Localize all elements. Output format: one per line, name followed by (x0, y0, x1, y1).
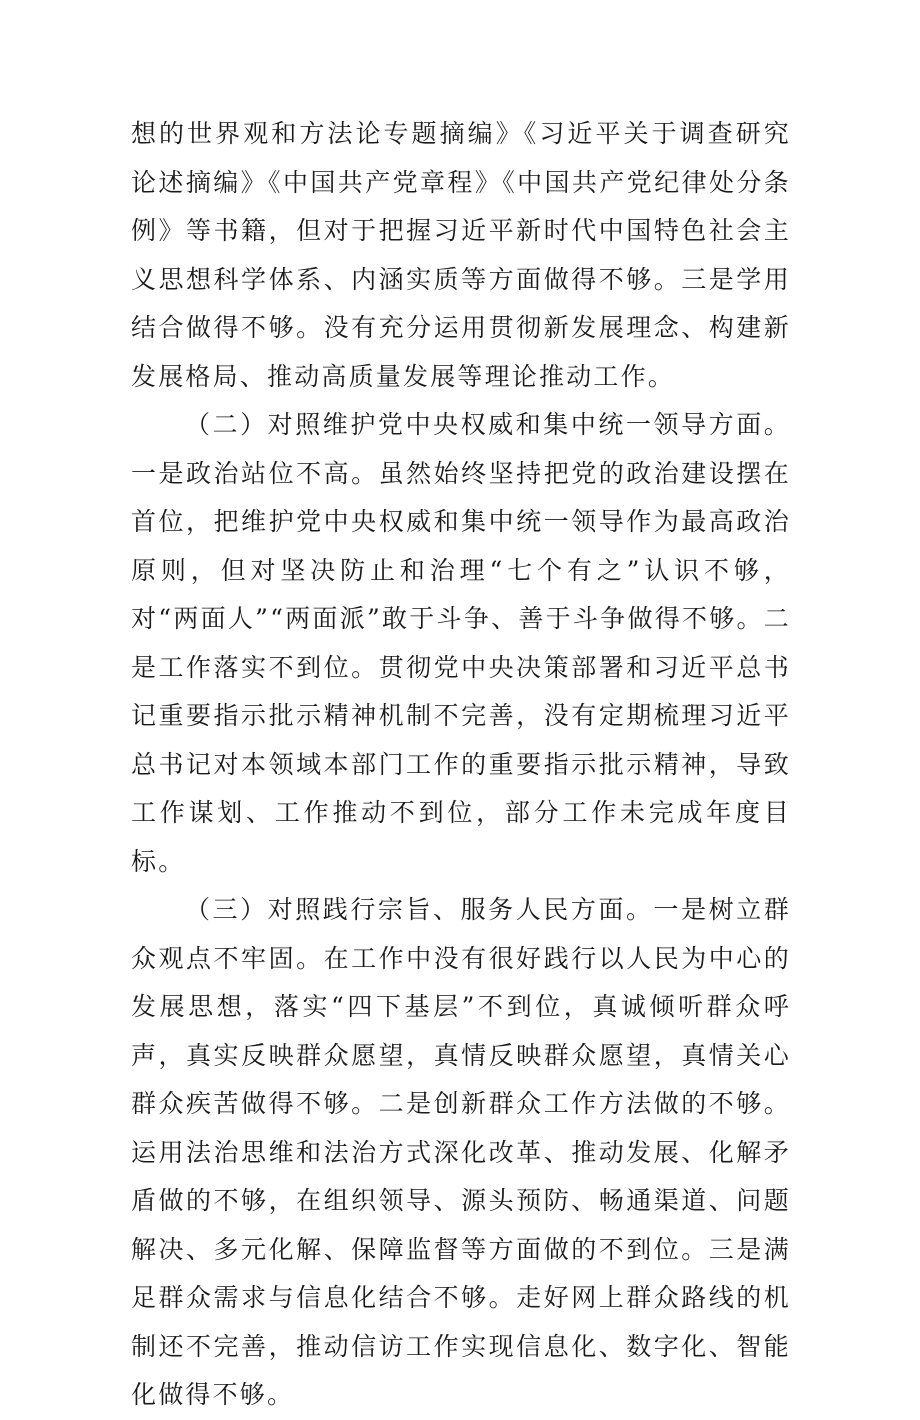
paragraph-section-2: （二）对照维护党中央权威和集中统一领导方面。一是政治站位不高。虽然始终坚持把党的政治建设摆在首位，把维护党中央权威和集中统一领导作为最高政治原则，但对坚决防止和治理“七个有之”认识不够，对“两面人”“两面派”敢于斗争、善于斗争做得不够。二是工作落实不到位。贯彻党中央决策部署和习近平总书记重要指示批示精神机制不完善，没有定期梳理习近平总书记对本领域本部门工作的重要指示批示精神，导致工作谋划、工作推动不到位，部分工作未完成年度目标。 (131, 410, 791, 876)
paragraph-continuation: 想的世界观和方法论专题摘编》《习近平关于调查研究论述摘编》《中国共产党章程》《中国共产党纪律处分条例》等书籍，但对于把握习近平新时代中国特色社会主义思想科学体系、内涵实质等方面做得不够。三是学用结合做得不够。没有充分运用贯彻新发展理念、构建新发展格局、推动高质量发展等理论推动工作。 (131, 119, 791, 391)
document-body (131, 110, 791, 1420)
paragraph-section-3: （三）对照践行宗旨、服务人民方面。一是树立群众观点不牢固。在工作中没有很好践行以人民为中心的发展思想，落实“四下基层”不到位，真诚倾听群众呼声，真实反映群众愿望，真情反映群众愿望，真情关心群众疾苦做得不够。二是创新群众工作方法做的不够。运用法治思维和法治方式深化改革、推动发展、化解矛盾做的不够，在组织领导、源头预防、畅通渠道、问题解决、多元化解、保障监督等方面做的不到位。三是满足群众需求与信息化结合不够。走好网上群众路线的机制还不完善，推动信访工作实现信息化、数字化、智能化做得不够。 (131, 895, 791, 1409)
